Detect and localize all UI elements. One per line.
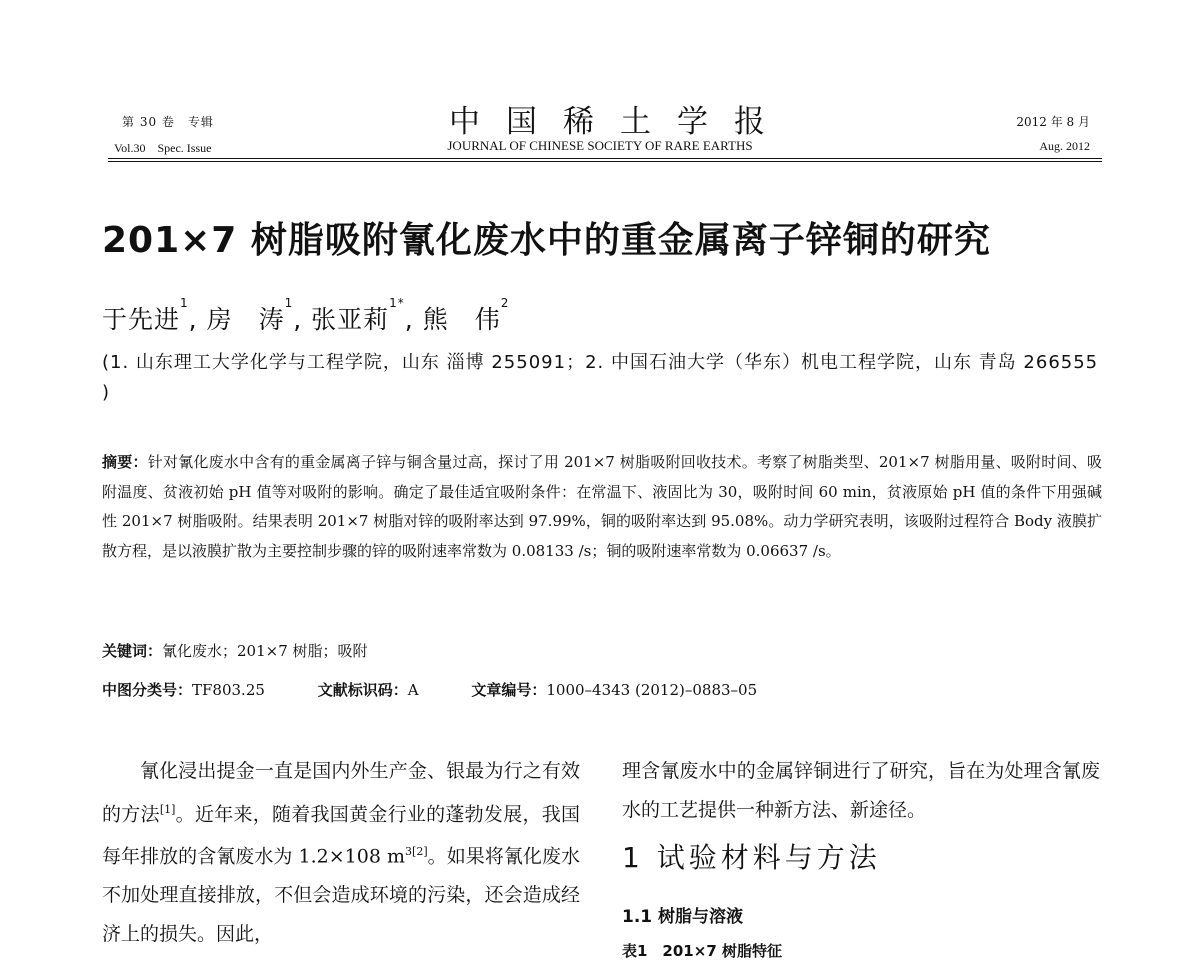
clc-value: TF803.25	[192, 681, 265, 699]
journal-title-en: JOURNAL OF CHINESE SOCIETY OF RARE EARTHS	[447, 138, 753, 153]
body-right-column	[622, 752, 1100, 829]
abstract	[102, 448, 1102, 566]
abstract-label: 摘要：	[102, 453, 148, 471]
header-volume-cn: 第 30 卷 专辑	[122, 115, 214, 129]
keywords	[102, 640, 368, 661]
author-name: 熊 伟	[422, 305, 501, 334]
author-affil-mark: 1	[284, 296, 294, 310]
header-rule-bottom	[108, 161, 1102, 162]
abstract-text: 针对氰化废水中含有的重金属离子锌与铜含量过高，探讨了用 201×7 树脂吸附回收技术。考察了树脂类型、201×7 树脂用量、吸附时间、吸附温度、贫液初始 pH 值等对吸附的影响。确定了最佳适宜吸附条件：在常温下、液固比为 30，吸附时间 60 min，贫液原始 pH 值的条件下用强碱性 201×7 树脂吸附。结果表明 201×7 树脂对锌的吸附率达到 97.99%，铜的吸附率达到 95.08%。动力学研究表明，该吸附过程符合 Body 液膜扩散方程，是以液膜扩散为主要控制步骤的锌的吸附速率常数为 0.08133 /s；铜的吸附速率常数为 0.06637 /s。	[102, 453, 1102, 560]
section-heading: 1 试验材料与方法	[622, 841, 881, 874]
author-name: 房 涛	[206, 305, 285, 334]
citation-1: [1]	[159, 802, 176, 816]
body-paragraph	[102, 752, 580, 953]
author-list	[102, 296, 510, 336]
header-rule-top	[108, 158, 1102, 159]
header-date-en: Aug. 2012	[1039, 139, 1090, 153]
author-name: 于先进	[102, 305, 181, 334]
body-text: 。近年来，随着我国黄金行业的蓬勃发展，我国每年排放的含氰废水为 1.2×108 m	[102, 802, 580, 868]
article-no-label: 文章编号：	[471, 681, 547, 699]
keywords-label: 关键词：	[102, 642, 163, 660]
article-no-value: 1000–4343 (2012)–0883–05	[546, 681, 758, 699]
header-date-cn: 2012 年 8 月	[1016, 115, 1090, 129]
author-affil-mark: 1*	[389, 296, 405, 310]
body-text: 氰化浸出提金一直是国内外生产金、银最为行之有效的方法	[102, 760, 580, 825]
table-caption: 表1 201×7 树脂特征	[622, 942, 782, 960]
author-name: 张亚莉	[311, 305, 390, 334]
body-left-column	[102, 752, 580, 953]
keywords-text: 氰化废水；201×7 树脂；吸附	[162, 642, 368, 660]
classification-line	[102, 679, 805, 700]
author-separator: ,	[188, 305, 198, 334]
body-paragraph: 理含氰废水中的金属锌铜进行了研究，旨在为处理含氰废水的工艺提供一种新方法、新途径。	[622, 760, 1100, 821]
clc-label: 中图分类号：	[102, 681, 193, 699]
author-affil-mark: 1	[180, 296, 189, 310]
citation-2: 3[2]	[405, 845, 428, 859]
author-affil-mark: 2	[500, 296, 510, 310]
paper-title: 201×7 树脂吸附氰化废水中的重金属离子锌铜的研究	[102, 220, 991, 261]
author-separator: ,	[293, 305, 303, 334]
journal-title-cn: 中国稀土学报	[449, 104, 791, 140]
body-text: 。如果将氰化废水不加处理直接排放，不但会造成环境的污染，还会造成经济上的损失。因此，	[102, 845, 580, 945]
author-separator: ,	[404, 305, 414, 334]
affiliation: (1. 山东理工大学化学与工程学院，山东 淄博 255091；2. 中国石油大学（华东）机电工程学院，山东 青岛 266555 )	[102, 352, 1099, 403]
header-volume-en: Vol.30 Spec. Issue	[114, 141, 212, 155]
doc-code-label: 文献标识码：	[317, 681, 408, 699]
subsection-heading: 1.1 树脂与溶液	[622, 907, 744, 927]
doc-code-value: A	[407, 681, 419, 699]
